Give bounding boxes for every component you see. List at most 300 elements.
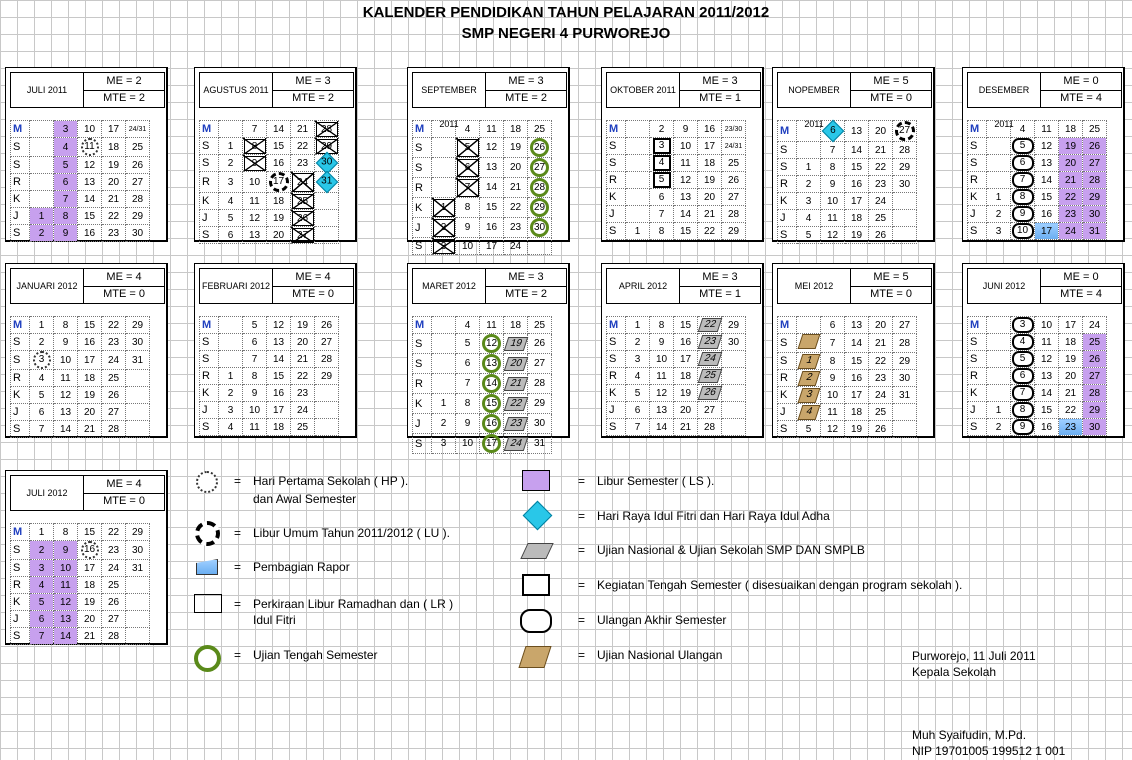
date-cell: 13 [267, 334, 291, 351]
day-label: S [413, 434, 432, 454]
date-cell: 27 [722, 189, 746, 206]
week-day-row [778, 404, 917, 421]
date-cell: 2 [30, 541, 54, 560]
date-cell: 11 [54, 577, 78, 594]
day-label: J [607, 402, 626, 419]
day-label: S [778, 334, 797, 353]
date-cell: 18 [102, 138, 126, 157]
date-cell [30, 174, 54, 191]
week-day-row [607, 334, 746, 351]
week-day-row [607, 172, 746, 189]
date-cell: 15 [674, 223, 698, 240]
date-cell: 11 [674, 155, 698, 172]
date-cell: 4 [456, 317, 480, 334]
date-cell: 30 [1083, 419, 1107, 436]
week-day-row [413, 317, 552, 334]
month-name: JULI 2012 [11, 476, 84, 510]
day-label: M [968, 317, 987, 334]
date-cell: 31 [126, 560, 150, 577]
date-cell: 19 [1059, 138, 1083, 155]
date-cell [528, 138, 552, 158]
date-cell [432, 121, 456, 138]
month-name: OKTOBER 2011 [607, 73, 680, 107]
date-cell: 4 [456, 121, 480, 138]
week-day-row [413, 178, 552, 198]
date-cell [432, 178, 456, 198]
day-label: S [413, 138, 432, 158]
date-cell: 28 [102, 628, 126, 645]
date-cell [1011, 155, 1035, 172]
date-cell [30, 191, 54, 208]
day-label: J [968, 402, 987, 419]
date-cell: 12 [78, 157, 102, 174]
week-day-row [11, 387, 150, 404]
date-cell [626, 189, 650, 206]
date-cell [987, 334, 1011, 351]
day-label: K [968, 189, 987, 206]
page-title: KALENDER PENDIDIKAN TAHUN PELAJARAN 2011/2012 [362, 4, 770, 21]
marker-un: 26 [697, 386, 722, 400]
date-cell: 22 [291, 368, 315, 385]
date-cell: 4 [30, 370, 54, 387]
me-count: ME = 3 [486, 269, 566, 287]
day-label: S [11, 157, 30, 174]
date-cell: 11 [480, 317, 504, 334]
date-cell: 3 [219, 172, 243, 193]
date-cell: 19 [267, 210, 291, 227]
date-cell: 21 [78, 628, 102, 645]
date-cell [1011, 138, 1035, 155]
date-cell: 10 [78, 121, 102, 138]
date-cell: 1 [219, 138, 243, 155]
date-cell [821, 121, 845, 142]
date-cell: 28 [1083, 172, 1107, 189]
date-cell: 13 [243, 227, 267, 244]
date-cell: 21 [78, 421, 102, 438]
week-day-row [11, 317, 150, 334]
date-cell: 22 [291, 138, 315, 155]
date-cell [528, 158, 552, 178]
date-cell: 12 [821, 227, 845, 244]
day-label: J [11, 208, 30, 225]
calendar-header [10, 72, 165, 108]
date-cell: 18 [267, 419, 291, 436]
date-cell: 16 [1035, 206, 1059, 223]
date-cell [797, 334, 821, 353]
date-cell: 30 [893, 176, 917, 193]
week-day-row [11, 157, 150, 174]
date-cell: 12 [54, 387, 78, 404]
mte-count: MTE = 2 [505, 288, 547, 300]
date-cell [480, 394, 504, 414]
date-cell [126, 404, 150, 421]
date-cell: 3 [797, 193, 821, 210]
date-cell: 6 [30, 611, 54, 628]
day-label: J [778, 210, 797, 227]
date-cell: 16 [674, 334, 698, 351]
date-cell: 19 [78, 594, 102, 611]
date-cell: 29 [1083, 189, 1107, 206]
week-day-row [200, 419, 339, 436]
date-cell: 19 [78, 387, 102, 404]
date-cell: 9 [821, 176, 845, 193]
date-cell: 21 [869, 334, 893, 353]
date-cell: 15 [78, 317, 102, 334]
me-count: ME = 5 [851, 73, 931, 91]
date-cell: 25 [291, 193, 315, 210]
date-cell [30, 121, 54, 138]
date-cell: 20 [869, 121, 893, 142]
marker-uas: 6 [1012, 155, 1034, 171]
date-cell [126, 577, 150, 594]
legend-eq-1: = [234, 474, 242, 488]
date-cell: 21 [102, 191, 126, 208]
date-cell: 31 [126, 351, 150, 370]
date-cell: 18 [845, 404, 869, 421]
week-day-row [968, 223, 1107, 240]
cal-september-2011 [407, 67, 570, 252]
date-cell: 26 [102, 594, 126, 611]
day-label: J [607, 206, 626, 223]
day-label: R [413, 374, 432, 394]
cal-januari-2012 [5, 263, 168, 438]
week-day-row [607, 138, 746, 155]
marker-un: 24 [503, 437, 528, 451]
week-day-row [413, 394, 552, 414]
date-cell: 6 [626, 402, 650, 419]
date-cell: 14 [54, 628, 78, 645]
legend-un-icon [520, 543, 553, 559]
day-label: M [11, 121, 30, 138]
date-cell: 25 [869, 404, 893, 421]
date-cell: 15 [674, 317, 698, 334]
date-cell [126, 628, 150, 645]
date-cell [432, 158, 456, 178]
mte-count: MTE = 1 [699, 92, 741, 104]
marker-uas: 7 [1012, 385, 1034, 401]
date-cell: 23 [291, 385, 315, 402]
date-cell: 12 [650, 385, 674, 402]
date-cell: 2 [432, 218, 456, 238]
day-label: J [11, 611, 30, 628]
date-cell [78, 541, 102, 560]
date-cell: 4 [30, 577, 54, 594]
day-label: M [413, 121, 432, 138]
date-cell: 14 [267, 121, 291, 138]
date-cell [893, 404, 917, 421]
date-cell: 18 [78, 577, 102, 594]
date-cell: 18 [504, 317, 528, 334]
date-cell: 20 [78, 611, 102, 628]
date-cell: 8 [243, 368, 267, 385]
date-cell: 22 [102, 524, 126, 541]
date-cell: 5 [54, 157, 78, 174]
date-cell [893, 210, 917, 227]
date-cell: 2 [219, 155, 243, 172]
marker-kts: 5 [653, 172, 671, 188]
date-cell: 1 [626, 223, 650, 240]
day-label: M [200, 317, 219, 334]
date-cell: 6 [54, 174, 78, 191]
me-count: ME = 3 [680, 269, 760, 287]
mte-count: MTE = 2 [103, 92, 145, 104]
week-day-row [778, 227, 917, 244]
date-cell: 7 [821, 334, 845, 353]
mte-count: MTE = 1 [699, 288, 741, 300]
legend-eq-2: = [234, 526, 242, 540]
marker-uas: 6 [1012, 368, 1034, 384]
date-cell [987, 155, 1011, 172]
marker-uas: 3 [1012, 317, 1034, 333]
day-label: S [778, 142, 797, 159]
date-cell: 15 [267, 138, 291, 155]
marker-unu [797, 334, 820, 349]
legend-idul-icon [523, 501, 553, 531]
date-cell: 5 [797, 227, 821, 244]
date-cell: 25 [1083, 334, 1107, 351]
date-cell: 1 [30, 208, 54, 225]
me-count: ME = 4 [273, 269, 353, 287]
date-cell: 7 [821, 142, 845, 159]
date-cell: 29 [126, 208, 150, 225]
date-cell: 19 [845, 227, 869, 244]
date-cell: 11 [1035, 334, 1059, 351]
date-cell: 25 [102, 370, 126, 387]
date-cell: 14 [650, 419, 674, 436]
week-day-row [413, 334, 552, 354]
day-label: S [607, 155, 626, 172]
date-cell [797, 142, 821, 159]
week-day-row [778, 317, 917, 334]
date-cell [126, 387, 150, 404]
date-cell: 7 [626, 419, 650, 436]
day-label: S [968, 223, 987, 240]
legend-unu-text: Ujian Nasional Ulangan [597, 648, 723, 662]
week-day-row [968, 138, 1107, 155]
date-cell [797, 317, 821, 334]
date-cell [480, 374, 504, 394]
calendar-grid [777, 316, 917, 438]
date-cell: 15 [78, 524, 102, 541]
week-day-row [200, 172, 339, 193]
date-cell: 29 [126, 524, 150, 541]
day-label: M [607, 317, 626, 334]
date-cell: 15 [480, 198, 504, 218]
day-label: R [413, 178, 432, 198]
legend-kts-icon [522, 574, 550, 596]
date-cell [267, 172, 291, 193]
day-label: S [11, 628, 30, 645]
date-cell: 19 [845, 421, 869, 438]
date-cell: 24 [102, 351, 126, 370]
cal-maret-2012 [407, 263, 570, 450]
date-cell: 26 [869, 421, 893, 438]
date-cell: 6 [650, 189, 674, 206]
date-cell: 20 [267, 227, 291, 244]
legend-eq-4: = [234, 597, 242, 611]
date-cell: 31 [893, 387, 917, 404]
week-day-row [607, 368, 746, 385]
date-cell: 26 [722, 172, 746, 189]
date-cell [698, 351, 722, 368]
day-label: R [968, 172, 987, 189]
week-day-row [11, 208, 150, 225]
date-cell [987, 121, 1011, 138]
date-cell: 11 [54, 370, 78, 387]
day-label: K [200, 193, 219, 210]
date-cell [1011, 402, 1035, 419]
date-cell [219, 351, 243, 368]
date-cell: 25 [1083, 121, 1107, 138]
day-label: S [413, 158, 432, 178]
week-day-row [413, 374, 552, 394]
date-cell: 21 [698, 206, 722, 223]
day-label: M [200, 121, 219, 138]
date-cell [797, 370, 821, 387]
marker-uts: 29 [530, 198, 549, 217]
date-cell: 11 [243, 193, 267, 210]
date-cell: 24 [291, 402, 315, 419]
day-label: K [11, 387, 30, 404]
date-cell: 22 [869, 353, 893, 370]
marker-un: 21 [503, 377, 528, 391]
date-cell: 13 [1035, 155, 1059, 172]
date-cell: 23 [869, 176, 893, 193]
legend-eq-11: = [578, 648, 586, 662]
date-cell: 24 [102, 560, 126, 577]
calendar-grid [10, 120, 150, 242]
legend-idul-text: Hari Raya Idul Fitri dan Hari Raya Idul Adha [597, 509, 830, 523]
me-count: ME = 3 [680, 73, 760, 91]
date-cell: 26 [869, 227, 893, 244]
date-cell: 3 [626, 351, 650, 368]
date-cell: 20 [1059, 368, 1083, 385]
date-cell: 12 [821, 421, 845, 438]
date-cell [987, 385, 1011, 402]
date-cell [626, 172, 650, 189]
date-cell: 22 [1059, 189, 1083, 206]
date-cell: 12 [1035, 351, 1059, 368]
date-cell: 28 [102, 421, 126, 438]
date-cell: 15 [1035, 402, 1059, 419]
marker-id [821, 120, 844, 143]
date-cell: 24 [291, 172, 315, 193]
marker-un: 23 [503, 417, 528, 431]
date-cell: 7 [243, 351, 267, 368]
date-cell: 10 [821, 387, 845, 404]
marker-id [315, 171, 338, 194]
day-label: S [200, 334, 219, 351]
date-cell [126, 611, 150, 628]
date-cell [528, 198, 552, 218]
date-cell: 25 [722, 155, 746, 172]
week-day-row [607, 155, 746, 172]
day-label: S [11, 225, 30, 242]
day-label: M [968, 121, 987, 138]
week-day-row [11, 121, 150, 138]
date-cell: 5 [797, 421, 821, 438]
date-cell: 12 [54, 594, 78, 611]
week-day-row [413, 238, 552, 255]
marker-uts: 26 [530, 138, 549, 157]
date-cell: 13 [845, 121, 869, 142]
day-label: R [968, 368, 987, 385]
date-cell: 19 [674, 385, 698, 402]
date-cell [126, 421, 150, 438]
date-cell: 3 [219, 402, 243, 419]
day-label: J [11, 404, 30, 421]
day-label: S [200, 351, 219, 368]
legend-eq-8: = [578, 543, 586, 557]
week-day-row [200, 138, 339, 155]
calendar-header [199, 72, 354, 108]
date-cell: 5 [30, 387, 54, 404]
marker-uas: 8 [1012, 189, 1034, 205]
day-label: M [11, 317, 30, 334]
date-cell: 8 [456, 394, 480, 414]
marker-uas: 5 [1012, 351, 1034, 367]
mte-count: MTE = 0 [870, 288, 912, 300]
week-day-row [11, 611, 150, 628]
legend-hp-text-2: dan Awal Semester [253, 492, 357, 506]
date-cell: 29 [722, 317, 746, 334]
date-cell [797, 404, 821, 421]
date-cell: 10 [821, 193, 845, 210]
calendar-header [606, 268, 761, 304]
date-cell: 7 [30, 421, 54, 438]
date-cell [650, 138, 674, 155]
date-cell: 9 [650, 334, 674, 351]
week-day-row [607, 351, 746, 368]
date-cell: 15 [78, 208, 102, 225]
legend-uts-icon [194, 645, 221, 672]
date-cell: 10 [650, 351, 674, 368]
marker-uts: 17 [482, 434, 501, 453]
week-day-row [778, 353, 917, 370]
week-day-row [200, 227, 339, 244]
date-cell: 16 [78, 225, 102, 242]
date-cell: 15 [845, 159, 869, 176]
date-cell: 24 [869, 387, 893, 404]
date-cell: 22 [698, 223, 722, 240]
day-label: M [413, 317, 432, 334]
date-cell: 25 [291, 419, 315, 436]
marker-un: 19 [503, 337, 528, 351]
month-name: FEBRUARI 2012 [200, 269, 273, 303]
marker-uas: 8 [1012, 402, 1034, 418]
date-cell [987, 317, 1011, 334]
date-cell: 8 [243, 138, 267, 155]
date-number: 31 [320, 176, 333, 187]
date-cell: 4 [54, 138, 78, 157]
date-cell: 16 [1035, 419, 1059, 436]
date-cell: 20 [869, 317, 893, 334]
date-cell: 6 [30, 404, 54, 421]
date-cell: 29 [893, 353, 917, 370]
day-label: M [607, 121, 626, 138]
marker-uas: 9 [1012, 206, 1034, 222]
week-day-row [968, 317, 1107, 334]
mte-count: MTE = 4 [1060, 288, 1102, 300]
week-day-row [200, 351, 339, 368]
date-cell: 6 [219, 227, 243, 244]
legend-un-text: Ujian Nasional & Ujian Sekolah SMP DAN SMPLB [597, 543, 865, 557]
legend-eq-5: = [234, 648, 242, 662]
date-cell: 13 [1035, 368, 1059, 385]
date-cell: 30 [528, 414, 552, 434]
date-cell [126, 370, 150, 387]
week-day-row [968, 334, 1107, 351]
